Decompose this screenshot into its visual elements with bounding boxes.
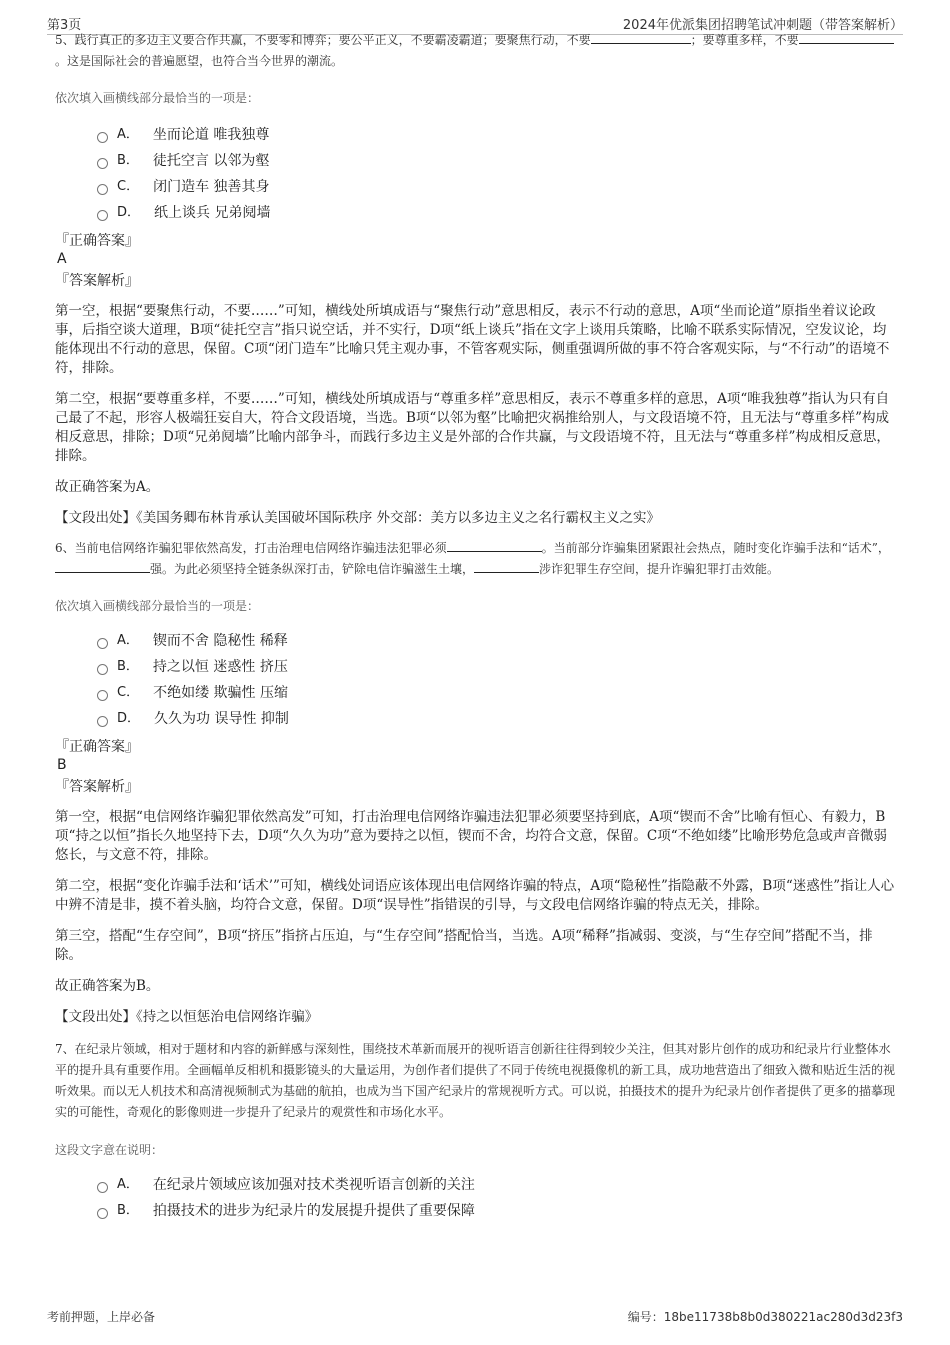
question-7-options [97, 1172, 895, 1224]
option-b[interactable]: B． 拍摄技术的进步为纪录片的发展提升提供了重要保障 [97, 1198, 895, 1224]
radio-icon[interactable] [97, 158, 108, 169]
question-5-stem: 5、践行真正的多边主义要合作共赢，不要零和博弈；要公平正义，不要霸凌霸道；要聚焦行动，不要 ；要尊重多样，不要。这是国际社会的普遍愿望，也符合当今世界的潮流。 [55, 30, 895, 72]
radio-icon[interactable] [97, 210, 108, 221]
question-7-prompt: 这段文字意在说明： [55, 1143, 164, 1157]
question-6-options [97, 628, 895, 732]
fill-blank [474, 559, 539, 573]
option-a[interactable]: A． 锲而不舍 隐秘性 稀释 [97, 628, 895, 654]
option-d[interactable]: D． 久久为功 误导性 抑制 [97, 706, 895, 732]
fill-blank [447, 538, 542, 552]
question-5-options [97, 122, 895, 226]
question-7-stem: 7、在纪录片领域，相对于题材和内容的新鲜感与深刻性，围绕技术革新而展开的视听语言创新往往得到较少关注，但其对影片创作的成功和纪录片行业整体水平的提升具有重要作用。全画幅单反相机和摄影镜头的大量运用，为创作者们提供了不同于传统电视摄像机的新工具，成功地营造出了细致入微和贴近生活的视听效果。而以无人机技术和高清视频制式为基础的航拍，也成为当下国产纪录片的常规视听方式。可以说，拍摄技术的提升为纪录片创作者提供了更多的描摹现实的可能性，奇观化的影像则进一步提升了纪录片的观赏性和市场化水平。 [55, 1042, 896, 1119]
question-6-stem: 6、当前电信网络诈骗犯罪依然高发，打击治理电信网络诈骗违法犯罪必须 。当前部分诈骗集团紧跟社会热点，随时变化诈骗手法和“话术”，强。为此必须坚持全链条纵深打击，铲除电信诈骗滋生土壤， 涉诈犯罪生存空间，提升诈骗犯罪打击效能。 [55, 538, 895, 580]
fill-blank [591, 30, 691, 44]
analysis-paragraph: 第一空，根据“要聚焦行动，不要……”可知，横线处所填成语与“聚焦行动”意思相反，表示不行动的意思，A项“坐而论道”原指坐着议论政事，后指空谈大道理，B项“徒托空言”指只说空话，并不实行，D项“纸上谈兵”指在文字上谈用兵策略，比喻不联系实际情况，空发议论，均能体现出不行动的意思，保留。C项“闭门造车”比喻只凭主观办事，不管客观实际，侧重强调所做的事不符合客观实际，与“不行动”的语境不符，排除。 [55, 303, 890, 376]
document-code: 编号：18be11738b8b0d380221ac280d3d23f3 [627, 1310, 903, 1324]
analysis-conclusion: 故正确答案为B。 [55, 978, 160, 994]
radio-icon[interactable] [97, 664, 108, 675]
analysis-paragraph: 第一空，根据“电信网络诈骗犯罪依然高发”可知，打击治理电信网络诈骗违法犯罪必须要坚持到底，A项“锲而不舍”比喻有恒心、有毅力，B项“持之以恒”指长久地坚持下去，D项“久久为功”意为要持之以恒，锲而不舍，均符合文意，保留。C项“不绝如缕”比喻形势危急或声音微弱悠长，与文意不符，排除。 [55, 809, 888, 863]
fill-blank [55, 559, 150, 573]
radio-icon[interactable] [97, 690, 108, 701]
source-citation: 【文段出处】《持之以恒惩治电信网络诈骗》 [55, 1009, 319, 1025]
document-title: 2024年优派集团招聘笔试冲刺题（带答案解析） [622, 18, 903, 33]
page-number: 第3页 [47, 18, 82, 33]
question-6-prompt: 依次填入画横线部分最恰当的一项是： [55, 599, 260, 613]
option-d[interactable]: D． 纸上谈兵 兄弟阋墙 [97, 200, 895, 226]
fill-blank [799, 30, 894, 44]
option-b[interactable]: B． 徒托空言 以邻为壑 [97, 148, 895, 174]
correct-answer: B [57, 757, 67, 773]
correct-answer: A [57, 251, 67, 267]
page-content [55, 34, 895, 1224]
option-b[interactable]: B． 持之以恒 迷惑性 挤压 [97, 654, 895, 680]
option-a[interactable]: A． 坐而论道 唯我独尊 [97, 122, 895, 148]
radio-icon[interactable] [97, 716, 108, 727]
radio-icon[interactable] [97, 1208, 108, 1219]
radio-icon[interactable] [97, 638, 108, 649]
option-c[interactable]: C． 不绝如缕 欺骗性 压缩 [97, 680, 895, 706]
option-c[interactable]: C． 闭门造车 独善其身 [97, 174, 895, 200]
answer-label: 『正确答案』 [55, 233, 139, 249]
question-6 [55, 538, 895, 1027]
radio-icon[interactable] [97, 184, 108, 195]
analysis-label: 『答案解析』 [55, 273, 139, 289]
question-5-prompt: 依次填入画横线部分最恰当的一项是： [55, 91, 260, 105]
radio-icon[interactable] [97, 1182, 108, 1193]
analysis-conclusion: 故正确答案为A。 [55, 479, 160, 495]
analysis-paragraph: 第三空，搭配“生存空间”，B项“挤压”指挤占压迫，与“生存空间”搭配恰当，当选。A项“稀释”指减弱、变淡，与“生存空间”搭配不当，排除。 [55, 928, 873, 963]
footer-slogan: 考前押题，上岸必备 [47, 1310, 156, 1324]
analysis-paragraph: 第二空，根据“要尊重多样，不要……”可知，横线处所填成语与“尊重多样”意思相反，表示不尊重多样的意思，A项“唯我独尊”指认为只有自己最了不起，形容人极端狂妄自大，符合文段语境，当选。B项“以邻为壑”比喻把灾祸推给别人，与文段语境不符，且无法与“尊重多样”构成相反意思，排除；D项“兄弟阋墙”比喻内部争斗，而践行多边主义是外部的合作共赢，与文段语境不符，且无法与“尊重多样”构成相反意思，排除。 [55, 391, 890, 464]
question-7 [55, 1039, 895, 1224]
analysis-label: 『答案解析』 [55, 779, 139, 795]
analysis-paragraph: 第二空，根据“变化诈骗手法和‘话术’”可知，横线处词语应该体现出电信网络诈骗的特点，A项“隐秘性”指隐蔽不外露，B项“迷惑性”指让人心中辨不清是非，摸不着头脑，均符合文意，保留。D项“误导性”指错误的引导，与文段电信网络诈骗的特点无关，排除。 [55, 878, 895, 913]
question-5 [55, 30, 895, 528]
option-a[interactable]: A． 在纪录片领域应该加强对技术类视听语言创新的关注 [97, 1172, 895, 1198]
radio-icon[interactable] [97, 132, 108, 143]
answer-label: 『正确答案』 [55, 739, 139, 755]
source-citation: 【文段出处】《美国务卿布林肯承认美国破坏国际秩序 外交部：美方以多边主义之名行霸权主义之实》 [55, 510, 661, 526]
